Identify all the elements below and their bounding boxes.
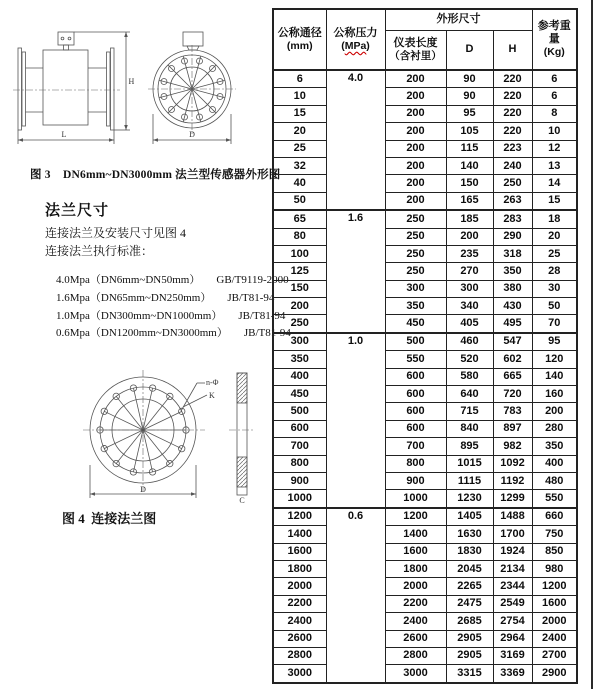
header-H: H: [493, 31, 532, 71]
cell-h: 2549: [493, 595, 532, 612]
cell-d: 840: [446, 420, 493, 437]
cell-dn: 10: [273, 88, 326, 105]
cell-weight: 750: [532, 526, 577, 543]
cell-length: 550: [385, 351, 446, 368]
cell-d: 1630: [446, 526, 493, 543]
fig3-front-view: [148, 32, 236, 144]
cell-d: 2905: [446, 630, 493, 647]
cell-h: 665: [493, 368, 532, 385]
cell-h: 250: [493, 175, 532, 192]
table-row: [273, 472, 577, 489]
cell-weight: 350: [532, 438, 577, 455]
table-row: [273, 368, 577, 385]
cell-weight: 550: [532, 490, 577, 508]
cell-length: 200: [385, 70, 446, 88]
cell-length: 200: [385, 105, 446, 122]
cell-h: 897: [493, 420, 532, 437]
cell-d: 2685: [446, 613, 493, 630]
standard-code: GB/T9119-2000: [216, 274, 289, 286]
cell-weight: 8: [532, 105, 577, 122]
cell-d: 185: [446, 210, 493, 228]
table-row: [273, 438, 577, 455]
cell-weight: 280: [532, 420, 577, 437]
cell-weight: 18: [532, 210, 577, 228]
table-row: [273, 613, 577, 630]
header-nominal-pressure: 公称压力 (MPa): [326, 9, 385, 70]
cell-dn: 1800: [273, 560, 326, 577]
cell-d: 715: [446, 403, 493, 420]
cell-weight: 14: [532, 175, 577, 192]
cell-length: 2000: [385, 578, 446, 595]
dim-label-bolts: n-Φ: [206, 378, 219, 387]
cell-weight: 25: [532, 245, 577, 262]
cell-length: 600: [385, 420, 446, 437]
cell-weight: 2900: [532, 665, 577, 683]
cell-length: 800: [385, 455, 446, 472]
cell-d: 1015: [446, 455, 493, 472]
table-body: [273, 70, 577, 683]
standard-code: JB/T81-94: [227, 292, 275, 304]
table-row: [273, 508, 577, 526]
table-row: [273, 157, 577, 174]
mpa-unit-spellcheck: MPa: [344, 39, 367, 52]
cell-length: 2200: [385, 595, 446, 612]
cell-length: 500: [385, 333, 446, 351]
cell-weight: 850: [532, 543, 577, 560]
cell-d: 200: [446, 228, 493, 245]
cell-h: 2754: [493, 613, 532, 630]
table-row: [273, 560, 577, 577]
cell-h: 1192: [493, 472, 532, 489]
dim-label-K: K: [209, 391, 215, 400]
cell-d: 2265: [446, 578, 493, 595]
cell-h: 223: [493, 140, 532, 157]
cell-length: 1800: [385, 560, 446, 577]
cell-length: 700: [385, 438, 446, 455]
cell-dn: 2400: [273, 613, 326, 630]
cell-d: 95: [446, 105, 493, 122]
table-row: [273, 455, 577, 472]
cell-weight: 6: [532, 70, 577, 88]
table-row: [273, 140, 577, 157]
cell-dn: 900: [273, 472, 326, 489]
table-row: [273, 665, 577, 683]
cell-h: 283: [493, 210, 532, 228]
table-row: [273, 333, 577, 351]
cell-pressure: 0.6: [326, 508, 385, 683]
table-row: [273, 298, 577, 315]
cell-h: 1700: [493, 526, 532, 543]
table-row: [273, 192, 577, 210]
cell-length: 1600: [385, 543, 446, 560]
header-reference-weight: 参考重量 (Kg): [532, 9, 577, 70]
cell-pressure: 4.0: [326, 70, 385, 210]
cell-length: 1400: [385, 526, 446, 543]
cell-h: 2964: [493, 630, 532, 647]
converter-box-front: [183, 32, 203, 46]
cell-weight: 6: [532, 88, 577, 105]
cell-h: 1092: [493, 455, 532, 472]
cell-weight: 200: [532, 403, 577, 420]
cell-dn: 40: [273, 175, 326, 192]
cell-length: 1200: [385, 508, 446, 526]
cell-d: 1405: [446, 508, 493, 526]
dim-label-H: H: [128, 77, 135, 86]
cell-h: 2134: [493, 560, 532, 577]
fig4-flange-section: [229, 373, 254, 505]
cell-dn: 150: [273, 280, 326, 297]
table-row: [273, 543, 577, 560]
cell-d: 300: [446, 280, 493, 297]
cell-h: 602: [493, 351, 532, 368]
cell-d: 1830: [446, 543, 493, 560]
cell-dn: 20: [273, 123, 326, 140]
cell-d: 520: [446, 351, 493, 368]
cell-length: 1000: [385, 490, 446, 508]
cell-weight: 50: [532, 298, 577, 315]
table-row: [273, 351, 577, 368]
cell-dn: 350: [273, 351, 326, 368]
standard-code: JB/T81-94: [238, 310, 286, 322]
cell-weight: 70: [532, 315, 577, 333]
cell-pressure: 1.6: [326, 210, 385, 333]
cell-d: 270: [446, 263, 493, 280]
dim-label-D-front: D: [189, 130, 195, 139]
table-row: [273, 175, 577, 192]
table-row: [273, 280, 577, 297]
cell-dn: 50: [273, 192, 326, 210]
cell-h: 290: [493, 228, 532, 245]
cell-dn: 2000: [273, 578, 326, 595]
cell-h: 380: [493, 280, 532, 297]
cell-dn: 1400: [273, 526, 326, 543]
dim-label-D: D: [140, 485, 146, 494]
figure3-drawing: [8, 4, 264, 156]
cell-dn: 200: [273, 298, 326, 315]
standard-range: 0.6Mpa（DN1200mm~DN3000mm）: [56, 327, 228, 339]
cell-weight: 2000: [532, 613, 577, 630]
cell-weight: 120: [532, 351, 577, 368]
cell-length: 250: [385, 210, 446, 228]
converter-box: [58, 32, 74, 45]
cell-weight: 95: [532, 333, 577, 351]
cell-weight: 140: [532, 368, 577, 385]
cell-h: 220: [493, 105, 532, 122]
header-D: D: [446, 31, 493, 71]
cell-d: 150: [446, 175, 493, 192]
table-row: [273, 70, 577, 88]
cell-d: 640: [446, 386, 493, 403]
cell-dn: 250: [273, 315, 326, 333]
cell-length: 350: [385, 298, 446, 315]
cell-length: 200: [385, 157, 446, 174]
cell-dn: 6: [273, 70, 326, 88]
cell-length: 2800: [385, 647, 446, 664]
table-row: [273, 403, 577, 420]
cell-weight: 10: [532, 123, 577, 140]
table-row: [273, 210, 577, 228]
cell-dn: 125: [273, 263, 326, 280]
cell-h: 220: [493, 70, 532, 88]
cell-length: 600: [385, 368, 446, 385]
cell-h: 495: [493, 315, 532, 333]
cell-dn: 2600: [273, 630, 326, 647]
cell-dn: 800: [273, 455, 326, 472]
fig4-flange-front: [83, 370, 219, 498]
cell-d: 3315: [446, 665, 493, 683]
cell-length: 250: [385, 263, 446, 280]
cell-dn: 3000: [273, 665, 326, 683]
cell-d: 1115: [446, 472, 493, 489]
cell-h: 350: [493, 263, 532, 280]
cell-h: 982: [493, 438, 532, 455]
cell-h: 1299: [493, 490, 532, 508]
cell-d: 405: [446, 315, 493, 333]
cell-h: 220: [493, 123, 532, 140]
cell-dn: 32: [273, 157, 326, 174]
table-row: [273, 526, 577, 543]
cell-weight: 480: [532, 472, 577, 489]
cell-dn: 1200: [273, 508, 326, 526]
dim-label-C: C: [239, 496, 245, 505]
cell-d: 895: [446, 438, 493, 455]
table-row: [273, 595, 577, 612]
cell-length: 200: [385, 175, 446, 192]
table-row: [273, 263, 577, 280]
cell-dn: 1000: [273, 490, 326, 508]
header-meter-length: 仪表长度 （含衬里）: [385, 31, 446, 71]
cell-length: 3000: [385, 665, 446, 683]
cell-dn: 25: [273, 140, 326, 157]
table-row: [273, 123, 577, 140]
cell-dn: 80: [273, 228, 326, 245]
cell-weight: 20: [532, 228, 577, 245]
cell-h: 547: [493, 333, 532, 351]
cell-length: 900: [385, 472, 446, 489]
section-title-flange-dimensions: 法兰尺寸: [45, 202, 110, 219]
cell-length: 250: [385, 228, 446, 245]
cell-dn: 65: [273, 210, 326, 228]
cell-h: 3169: [493, 647, 532, 664]
table-row: [273, 105, 577, 122]
cell-weight: 2400: [532, 630, 577, 647]
table-row: [273, 490, 577, 508]
cell-d: 1230: [446, 490, 493, 508]
cell-dn: 500: [273, 403, 326, 420]
flange-install-note: 连接法兰及安装尺寸见图 4: [45, 226, 187, 240]
figure3-caption: 图 3 DN6mm~DN3000mm 法兰型传感器外形图: [30, 169, 281, 181]
cell-length: 2600: [385, 630, 446, 647]
header-outline-dimensions: 外形尺寸: [385, 9, 532, 31]
cell-weight: 1200: [532, 578, 577, 595]
cell-length: 200: [385, 140, 446, 157]
cell-d: 140: [446, 157, 493, 174]
cell-weight: 28: [532, 263, 577, 280]
cell-length: 200: [385, 192, 446, 210]
cell-d: 165: [446, 192, 493, 210]
cell-d: 2045: [446, 560, 493, 577]
cell-d: 460: [446, 333, 493, 351]
cell-d: 340: [446, 298, 493, 315]
cell-weight: 160: [532, 386, 577, 403]
cell-h: 240: [493, 157, 532, 174]
cell-weight: 13: [532, 157, 577, 174]
cell-d: 105: [446, 123, 493, 140]
cell-pressure: 1.0: [326, 333, 385, 508]
table-row: [273, 245, 577, 262]
standard-range: 1.6Mpa（DN65mm~DN250mm）: [56, 292, 212, 304]
flange-standard-note: 连接法兰执行标准：: [45, 244, 154, 258]
cell-weight: 30: [532, 280, 577, 297]
table-row: [273, 420, 577, 437]
cell-d: 90: [446, 88, 493, 105]
cell-weight: 1600: [532, 595, 577, 612]
cell-length: 300: [385, 280, 446, 297]
spec-table: [272, 8, 578, 684]
standard-code: JB/T81-94: [243, 327, 291, 339]
cell-d: 115: [446, 140, 493, 157]
header-nominal-diameter: 公称通径 (mm): [273, 9, 326, 70]
cell-weight: 400: [532, 455, 577, 472]
cell-weight: 15: [532, 192, 577, 210]
cell-h: 318: [493, 245, 532, 262]
figure4-drawing: [55, 345, 255, 505]
standard-range: 4.0Mpa（DN6mm~DN50mm）: [56, 274, 201, 286]
cell-h: 263: [493, 192, 532, 210]
figure4-caption: 图 4 连接法兰图: [62, 511, 157, 526]
cell-dn: 300: [273, 333, 326, 351]
table-row: [273, 647, 577, 664]
cell-d: 580: [446, 368, 493, 385]
table-row: [273, 315, 577, 333]
cell-dn: 450: [273, 386, 326, 403]
cell-dn: 1600: [273, 543, 326, 560]
standard-range: 1.0Mpa（DN300mm~DN1000mm）: [56, 310, 223, 322]
cell-weight: 660: [532, 508, 577, 526]
table-row: [273, 228, 577, 245]
table-row: [273, 386, 577, 403]
cell-dn: 400: [273, 368, 326, 385]
cell-length: 600: [385, 403, 446, 420]
cell-h: 220: [493, 88, 532, 105]
cell-h: 2344: [493, 578, 532, 595]
cell-weight: 980: [532, 560, 577, 577]
cell-length: 200: [385, 123, 446, 140]
cell-weight: 12: [532, 140, 577, 157]
cell-h: 1488: [493, 508, 532, 526]
cell-h: 720: [493, 386, 532, 403]
cell-length: 450: [385, 315, 446, 333]
cell-h: 430: [493, 298, 532, 315]
cell-weight: 2700: [532, 647, 577, 664]
table-row: [273, 630, 577, 647]
cell-d: 235: [446, 245, 493, 262]
page-right-border: [591, 0, 593, 689]
cell-h: 3369: [493, 665, 532, 683]
cell-length: 250: [385, 245, 446, 262]
fig3-side-view: [13, 32, 135, 144]
spec-table-header: [273, 9, 577, 70]
table-row: [273, 88, 577, 105]
cell-dn: 2200: [273, 595, 326, 612]
dim-label-L: L: [61, 130, 67, 139]
cell-dn: 700: [273, 438, 326, 455]
cell-h: 1924: [493, 543, 532, 560]
cell-dn: 100: [273, 245, 326, 262]
cell-d: 90: [446, 70, 493, 88]
cell-d: 2475: [446, 595, 493, 612]
cell-dn: 2800: [273, 647, 326, 664]
cell-dn: 600: [273, 420, 326, 437]
table-row: [273, 578, 577, 595]
cell-dn: 15: [273, 105, 326, 122]
cell-length: 200: [385, 88, 446, 105]
cell-length: 600: [385, 386, 446, 403]
cell-length: 2400: [385, 613, 446, 630]
cell-h: 783: [493, 403, 532, 420]
cell-d: 2905: [446, 647, 493, 664]
